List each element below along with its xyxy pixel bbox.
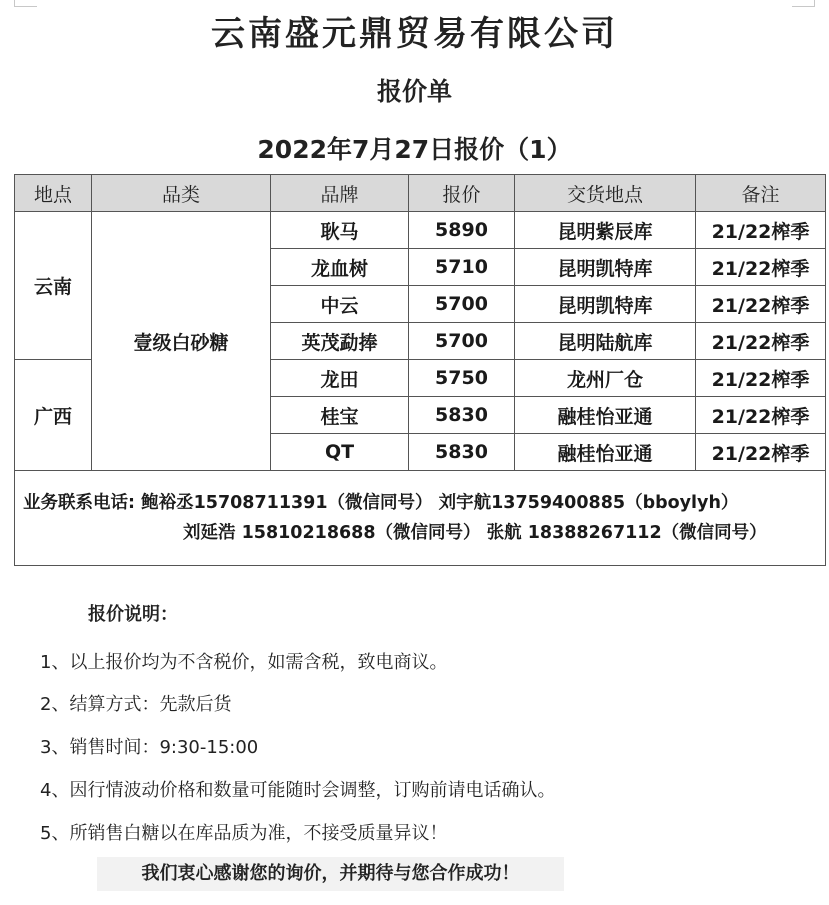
price-cell: 5750 — [409, 360, 515, 397]
remark-cell: 21/22榨季 — [696, 249, 826, 286]
delivery-location-cell: 龙州厂仓 — [515, 360, 696, 397]
remark-cell: 21/22榨季 — [696, 360, 826, 397]
brand-cell: 英茂勐捧 — [271, 323, 409, 360]
note-item-1: 1、以上报价均为不含税价，如需含税，致电商议。 — [40, 652, 448, 673]
table-row — [15, 212, 826, 249]
quote-date: 2022年7月27日报价（1） — [257, 135, 572, 164]
brand-cell: QT — [271, 434, 409, 471]
column-header-category: 品类 — [92, 175, 271, 212]
region-cell-guangxi: 广西 — [15, 360, 92, 471]
delivery-location-cell: 昆明陆航库 — [515, 323, 696, 360]
region-cell-yunnan: 云南 — [15, 212, 92, 360]
remark-cell: 21/22榨季 — [696, 397, 826, 434]
delivery-location-cell: 昆明凯特库 — [515, 286, 696, 323]
thanks-message: 我们衷心感谢您的询价，并期待与您合作成功！ — [97, 857, 564, 891]
column-header-remark: 备注 — [696, 175, 826, 212]
remark-cell: 21/22榨季 — [696, 212, 826, 249]
brand-cell: 中云 — [271, 286, 409, 323]
price-cell: 5830 — [409, 434, 515, 471]
column-header-price: 报价 — [409, 175, 515, 212]
notes-heading: 报价说明： — [88, 604, 178, 625]
brand-cell: 耿马 — [271, 212, 409, 249]
price-cell: 5700 — [409, 286, 515, 323]
document-title: 报价单 — [376, 77, 452, 106]
company-name: 云南盛元鼎贸易有限公司 — [211, 14, 618, 54]
note-item-4: 4、因行情波动价格和数量可能随时会调整，订购前请电话确认。 — [40, 780, 556, 801]
price-cell: 5710 — [409, 249, 515, 286]
brand-cell: 龙田 — [271, 360, 409, 397]
brand-cell: 桂宝 — [271, 397, 409, 434]
delivery-location-cell: 融桂怡亚通 — [515, 397, 696, 434]
contacts-row — [15, 471, 826, 566]
brand-cell: 龙血树 — [271, 249, 409, 286]
column-header-location: 地点 — [15, 175, 92, 212]
remark-cell: 21/22榨季 — [696, 434, 826, 471]
delivery-location-cell: 昆明凯特库 — [515, 249, 696, 286]
column-header-delivery-location: 交货地点 — [515, 175, 696, 212]
price-cell: 5700 — [409, 323, 515, 360]
contacts-line-1: 业务联系电话: 鲍裕丞15708711391（微信同号） 刘宇航13759400885（bboylyh） — [23, 493, 739, 513]
delivery-location-cell: 昆明紫辰库 — [515, 212, 696, 249]
remark-cell: 21/22榨季 — [696, 323, 826, 360]
note-item-3: 3、销售时间：9:30-15:00 — [40, 737, 259, 758]
note-item-2: 2、结算方式：先款后货 — [40, 694, 232, 715]
table-header-row — [15, 175, 826, 212]
price-quote-table — [14, 174, 826, 566]
category-cell: 壹级白砂糖 — [92, 212, 271, 471]
price-cell: 5890 — [409, 212, 515, 249]
contacts-line-2: 刘延浩 15810218688（微信同号） 张航 18388267112（微信同号） — [183, 523, 767, 543]
note-item-5: 5、所销售白糖以在库品质为准，不接受质量异议！ — [40, 823, 448, 844]
delivery-location-cell: 融桂怡亚通 — [515, 434, 696, 471]
column-header-brand: 品牌 — [271, 175, 409, 212]
price-cell: 5830 — [409, 397, 515, 434]
remark-cell: 21/22榨季 — [696, 286, 826, 323]
contacts-cell — [15, 471, 826, 566]
